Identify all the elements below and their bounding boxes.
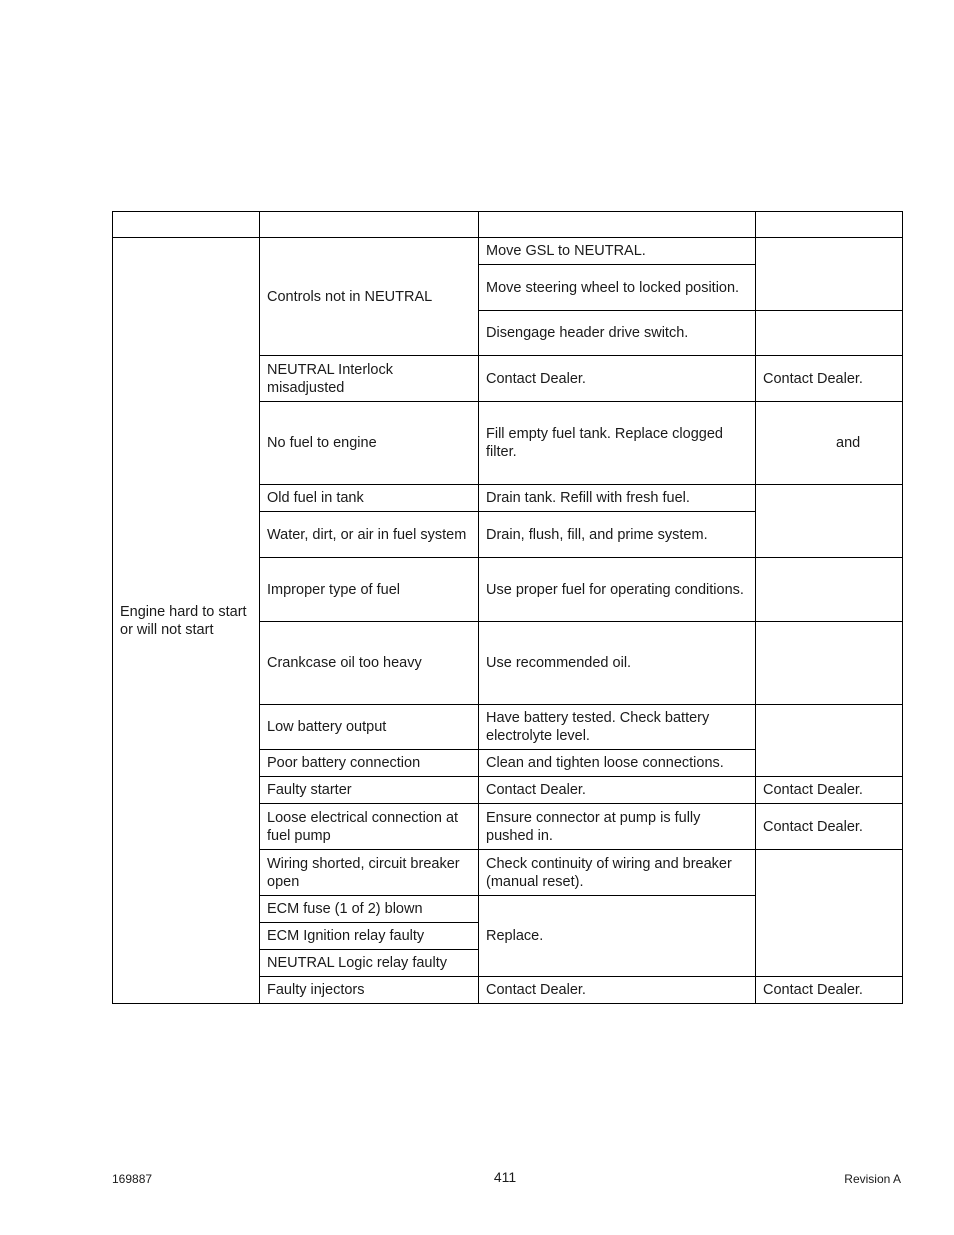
solution-cell: Drain tank. Refill with fresh fuel. (479, 485, 756, 512)
reference-cell: Contact Dealer. (756, 804, 903, 850)
reference-cell (756, 850, 903, 977)
solution-cell: Contact Dealer. (479, 777, 756, 804)
reference-cell: Contact Dealer. (756, 356, 903, 402)
revision-label: Revision A (844, 1172, 901, 1186)
header-cell-reference (756, 212, 903, 238)
reference-cell (756, 311, 903, 356)
cause-cell: Faulty injectors (260, 977, 479, 1004)
reference-cell (756, 558, 903, 622)
reference-cell: and (756, 402, 903, 485)
cause-cell: Improper type of fuel (260, 558, 479, 622)
cause-cell: Wiring shorted, circuit breaker open (260, 850, 479, 896)
cause-cell: Low battery output (260, 705, 479, 750)
cause-cell: ECM fuse (1 of 2) blown (260, 896, 479, 923)
cause-cell: No fuel to engine (260, 402, 479, 485)
reference-cell (756, 238, 903, 311)
solution-cell: Disengage header drive switch. (479, 311, 756, 356)
header-cell-problem (113, 212, 260, 238)
cause-cell: Faulty starter (260, 777, 479, 804)
page-number: 411 (493, 1169, 517, 1185)
solution-cell: Move steering wheel to locked position. (479, 265, 756, 311)
solution-cell: Replace. (479, 896, 756, 977)
reference-cell (756, 705, 903, 777)
cause-cell: Controls not in NEUTRAL (260, 238, 479, 356)
problem-cell: Engine hard to start or will not start (113, 238, 260, 1004)
solution-cell: Use proper fuel for operating conditions. (479, 558, 756, 622)
cause-cell: Crankcase oil too heavy (260, 622, 479, 705)
solution-cell: Check continuity of wiring and breaker (manual reset). (479, 850, 756, 896)
solution-cell: Contact Dealer. (479, 977, 756, 1004)
cause-cell: Loose electrical connection at fuel pump (260, 804, 479, 850)
solution-cell: Have battery tested. Check battery electrolyte level. (479, 705, 756, 750)
reference-cell: Contact Dealer. (756, 977, 903, 1004)
solution-cell: Fill empty fuel tank. Replace clogged filter. (479, 402, 756, 485)
reference-cell (756, 485, 903, 558)
solution-cell: Clean and tighten loose connections. (479, 750, 756, 777)
cause-cell: Poor battery connection (260, 750, 479, 777)
solution-cell: Move GSL to NEUTRAL. (479, 238, 756, 265)
cause-cell: ECM Ignition relay faulty (260, 923, 479, 950)
solution-cell: Contact Dealer. (479, 356, 756, 402)
table-header-row (113, 212, 903, 238)
header-cell-solution (479, 212, 756, 238)
solution-cell: Drain, flush, fill, and prime system. (479, 512, 756, 558)
cause-cell: NEUTRAL Logic relay faulty (260, 950, 479, 977)
solution-cell: Ensure connector at pump is fully pushed in. (479, 804, 756, 850)
cause-cell: Water, dirt, or air in fuel system (260, 512, 479, 558)
header-cell-cause (260, 212, 479, 238)
cause-cell: Old fuel in tank (260, 485, 479, 512)
reference-cell: Contact Dealer. (756, 777, 903, 804)
troubleshooting-table (112, 211, 903, 1004)
solution-cell: Use recommended oil. (479, 622, 756, 705)
table-row (113, 238, 903, 265)
cause-cell: NEUTRAL Interlock misadjusted (260, 356, 479, 402)
reference-cell (756, 622, 903, 705)
document-number: 169887 (112, 1172, 153, 1186)
